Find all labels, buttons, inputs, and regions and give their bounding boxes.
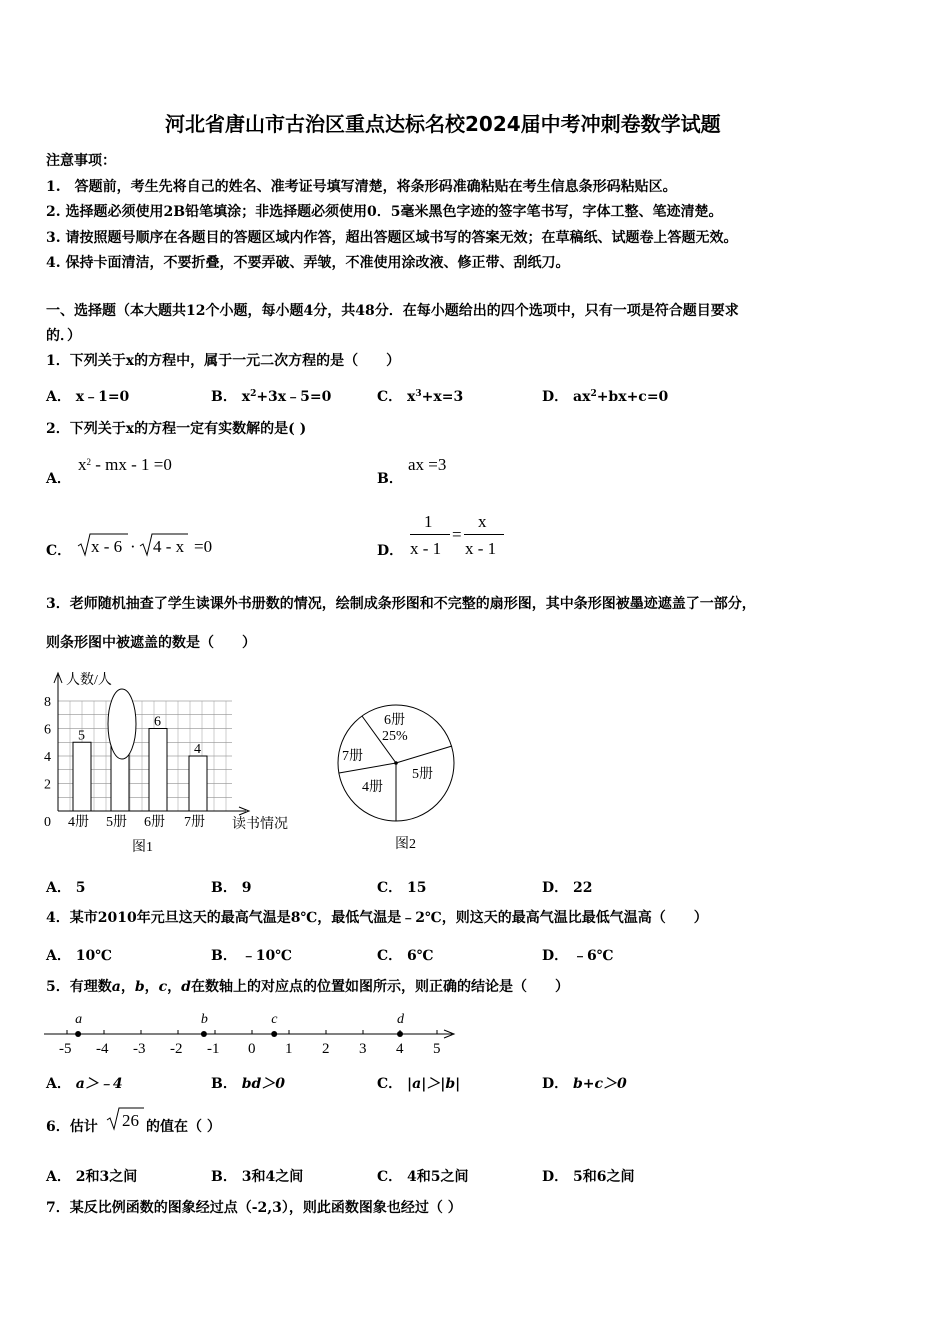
q3-option-c[interactable]: C． 15 <box>377 880 427 896</box>
tick-label: 2 <box>322 1041 330 1057</box>
x-tick-label: 7册 <box>184 815 205 830</box>
q3-stem-cont: 则条形图中被遮盖的数是（ ） <box>46 635 256 651</box>
pie-label: 7册 <box>342 749 363 764</box>
pie-label: 4册 <box>362 780 383 795</box>
y-tick-label: 2 <box>44 777 51 793</box>
tick-label: -1 <box>207 1041 220 1057</box>
q6-option-c[interactable]: C． 4和5之间 <box>377 1169 469 1185</box>
point-d <box>397 1031 403 1037</box>
x-tick-label: 5册 <box>106 815 127 830</box>
q2-option-a-expr: $x^2$ - mx - 1 =0 <box>78 455 172 474</box>
q5-stem: 5．有理数a，b，c，d在数轴上的对应点的位置如图所示，则正确的结论是（ ） <box>46 979 569 995</box>
q2-option-c-label[interactable]: C． <box>46 543 72 559</box>
q4-option-b[interactable]: B． ﹣10℃ <box>211 948 292 964</box>
q2-option-b-expr: ax =3 <box>408 455 447 474</box>
q3-option-a[interactable]: A． 5 <box>46 880 86 896</box>
q6-stem-pre: 6．估计 <box>46 1119 98 1135</box>
notice-item: 2. 选择题必须使用2B铅笔填涂；非选择题必须使用0．5毫米黑色字迹的签字笔书写，字体工整、笔迹清楚。 <box>46 204 723 220</box>
pie-annotation: 25% <box>382 729 408 744</box>
tick-label: -2 <box>170 1041 183 1057</box>
q1-option-b[interactable]: B． $x^2+3x﹣5=0$ <box>211 389 332 405</box>
q2-stem: 2．下列关于x的方程一定有实数解的是( ) <box>46 421 307 437</box>
q4-option-c[interactable]: C． 6℃ <box>377 948 434 964</box>
bar <box>189 756 207 811</box>
q2-option-a-label[interactable]: A． <box>46 471 71 487</box>
q4-stem: 4．某市2010年元旦这天的最高气温是8℃，最低气温是﹣2℃，则这天的最高气温比最低气温高（ ） <box>46 910 708 926</box>
q4-option-a[interactable]: A． 10℃ <box>46 948 112 964</box>
y-tick-label: 0 <box>44 815 51 830</box>
tick-label: -5 <box>59 1041 72 1057</box>
q5-option-a[interactable]: A． a＞﹣4 <box>46 1076 123 1092</box>
q6-option-b[interactable]: B． 3和4之间 <box>211 1169 304 1185</box>
number-line <box>42 1008 462 1058</box>
q5-option-b[interactable]: B． bd＞0 <box>211 1076 286 1092</box>
notice-heading: 注意事项： <box>46 153 116 169</box>
x-tick-label: 4册 <box>68 815 89 830</box>
tick-label: 4 <box>396 1041 404 1057</box>
q1-option-c[interactable]: C． $x^3+x=3$ <box>377 389 464 405</box>
page-title: 河北省唐山市古治区重点达标名校2024届中考冲刺卷数学试题 <box>165 112 721 136</box>
q6-stem-post: 的值在（ ） <box>146 1119 221 1135</box>
x-axis-label: 读书情况 <box>232 817 288 832</box>
bar-value-label: 5 <box>78 728 85 744</box>
chart-title: 图1 <box>132 840 153 855</box>
point-b <box>201 1031 207 1037</box>
q5-option-c[interactable]: C． |a|＞|b| <box>377 1076 461 1092</box>
pie-slice-edge <box>339 763 396 773</box>
q2-option-d-expr: 1 x - 1 = x x - 1 <box>408 512 508 560</box>
section-heading-cont: 的．） <box>46 328 81 344</box>
bar-chart <box>36 665 306 860</box>
bar <box>149 729 167 812</box>
chart-title: 图2 <box>395 837 416 852</box>
q1-stem: 1．下列关于x的方程中，属于一元二次方程的是（ ） <box>46 353 401 369</box>
q5-option-d[interactable]: D． b+c＞0 <box>542 1076 627 1092</box>
point-label-b: b <box>200 1012 208 1027</box>
notice-item: 1. 答题前，考生先将自己的姓名、准考证号填写清楚，将条形码准确粘贴在考生信息条形码粘贴区。 <box>46 179 677 195</box>
q3-stem: 3．老师随机抽查了学生读课外书册数的情况，绘制成条形图和不完整的扇形图，其中条形图被墨迹遮盖了一部分， <box>46 596 756 612</box>
pie-chart <box>332 698 462 898</box>
y-axis-label: 人数/人 <box>66 673 112 688</box>
tick-label: -4 <box>96 1041 109 1057</box>
notice-item: 3. 请按照题号顺序在各题目的答题区域内作答，超出答题区域书写的答案无效；在草稿纸、试题卷上答题无效。 <box>46 230 738 246</box>
bar-value-label: 4 <box>194 742 201 757</box>
bar <box>73 742 91 811</box>
q3-option-d[interactable]: D． 22 <box>542 880 593 896</box>
q6-sqrt: 26 <box>106 1106 148 1132</box>
tick-label: 3 <box>359 1041 367 1057</box>
x-tick-label: 6册 <box>144 815 165 830</box>
y-tick-label: 4 <box>44 750 51 765</box>
tick-label: -3 <box>133 1041 146 1057</box>
notice-item: 4. 保持卡面清洁，不要折叠，不要弄破、弄皱，不准使用涂改液、修正带、刮纸刀。 <box>46 255 570 271</box>
pie-center <box>394 761 398 765</box>
q6-option-d[interactable]: D． 5和6之间 <box>542 1169 635 1185</box>
q1-option-d[interactable]: D． $ax^2+bx+c=0$ <box>542 389 669 405</box>
tick-label: 1 <box>285 1041 293 1057</box>
ink-blot <box>108 689 136 759</box>
y-tick-label: 6 <box>44 722 51 738</box>
point-c <box>271 1031 277 1037</box>
y-tick-label: 8 <box>44 695 51 710</box>
tick-label: 5 <box>433 1041 441 1057</box>
point-label-c: c <box>271 1012 278 1027</box>
q2-option-d-label[interactable]: D． <box>377 543 404 559</box>
q6-option-a[interactable]: A． 2和3之间 <box>46 1169 138 1185</box>
point-label-d: d <box>397 1012 404 1027</box>
bar-value-label: 6 <box>154 714 161 730</box>
pie-label: 6册 <box>384 713 405 728</box>
point-label-a: a <box>75 1012 83 1027</box>
pie-label: 5册 <box>412 767 433 782</box>
section-heading: 一、选择题（本大题共12个小题，每小题4分，共48分．在每小题给出的四个选项中，只有一项是符合题目要求 <box>46 303 739 319</box>
tick-label: 0 <box>248 1041 256 1057</box>
q1-option-a[interactable]: A． x﹣1=0 <box>46 389 130 405</box>
q4-option-d[interactable]: D． ﹣6℃ <box>542 948 614 964</box>
q7-stem: 7．某反比例函数的图象经过点（-2,3），则此函数图象也经过（ ） <box>46 1200 462 1216</box>
q2-option-b-label[interactable]: B． <box>377 471 403 487</box>
q3-option-b[interactable]: B． 9 <box>211 880 252 896</box>
pie-slice-edge <box>396 746 452 763</box>
point-a <box>75 1031 81 1037</box>
